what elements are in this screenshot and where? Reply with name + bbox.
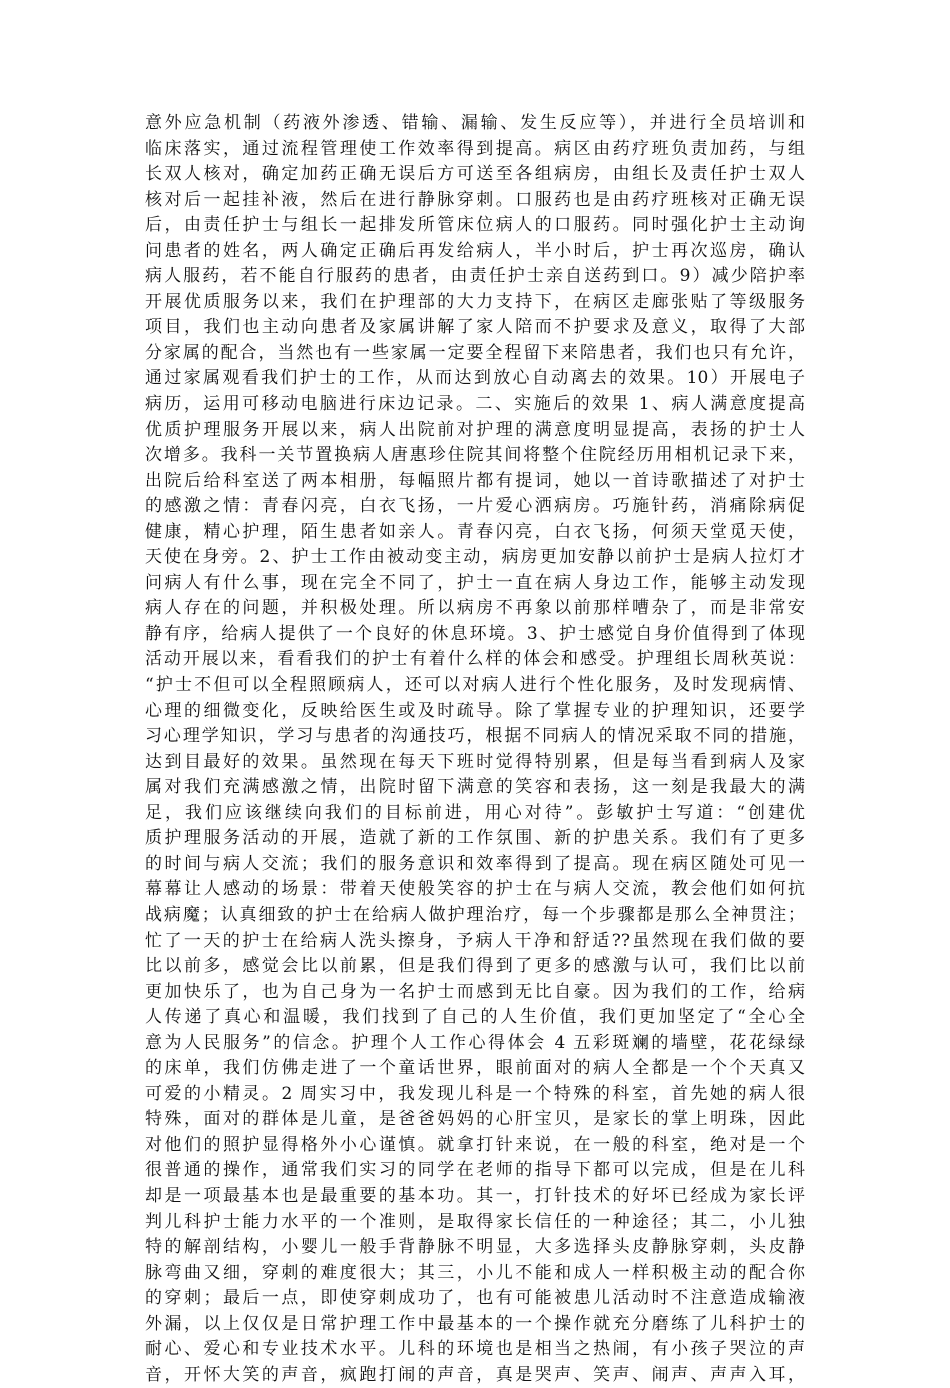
text-line: 更加快乐了，也为自己身为一名护士而感到无比自豪。因为我们的工作，给病 [145, 981, 805, 1002]
text-line: 优质护理服务开展以来，病人出院前对护理的满意度明显提高，表扬的护士人 [145, 419, 805, 440]
text-line: 次增多。我科一关节置换病人唐惠珍住院其间将整个住院经历用相机记录下来， [145, 445, 805, 466]
text-line: 特的解剖结构，小婴儿一般手背静脉不明显，大多选择头皮静脉穿刺，头皮静 [145, 1237, 805, 1258]
text-line: 临床落实，通过流程管理使工作效率得到提高。病区由药疗班负责加药，与组 [145, 138, 805, 159]
text-line: 天使在身旁。2、护士工作由被动变主动，病房更加安静以前护士是病人拉灯才 [145, 547, 805, 568]
text-line: 健康，精心护理，陌生患者如亲人。青春闪亮，白衣飞扬，何须天堂觅天使， [145, 521, 805, 542]
text-line: 出院后给科室送了两本相册，每幅照片都有提词，她以一首诗歌描述了对护士 [145, 470, 805, 491]
text-line: 问患者的姓名，两人确定正确后再发给病人，半小时后，护士再次巡房，确认 [145, 240, 805, 261]
text-line: “护士不但可以全程照顾病人，还可以对病人进行个性化服务，及时发现病情、 [145, 675, 805, 696]
text-line: 忙了一天的护士在给病人洗头擦身，予病人干净和舒适??虽然现在我们做的要 [145, 930, 805, 951]
text-line: 达到目最好的效果。虽然现在每天下班时觉得特别累，但是每当看到病人及家 [145, 751, 805, 772]
text-line: 脉弯曲又细，穿刺的难度很大；其三，小儿不能和成人一样积极主动的配合你 [145, 1262, 805, 1283]
text-line: 的床单，我们仿佛走进了一个童话世界，眼前面对的病人全都是一个个天真又 [145, 1058, 805, 1079]
text-line: 静有序，给病人提供了一个良好的休息环境。3、护士感觉自身价值得到了体现 [145, 623, 805, 644]
text-line: 音，开怀大笑的声音，疯跑打闹的声音，真是哭声、笑声、闹声、声声入耳， [145, 1364, 805, 1385]
text-line: 的穿刺；最后一点，即使穿刺成功了，也有可能被患儿活动时不注意造成输液 [145, 1288, 805, 1309]
text-line: 却是一项最基本也是最重要的基本功。其一，打针技术的好坏已经成为家长评 [145, 1185, 805, 1206]
text-line: 耐心、爱心和专业技术水平。儿科的环境也是相当之热闹，有小孩子哭泣的声 [145, 1339, 805, 1360]
text-line: 长双人核对，确定加药正确无误后方可送至各组病房，由组长及责任护士双人 [145, 164, 805, 185]
text-line: 判儿科护士能力水平的一个准则，是取得家长信任的一种途径；其二，小儿独 [145, 1211, 805, 1232]
text-line: 意外应急机制（药液外渗透、错输、漏输、发生反应等），并进行全员培训和 [145, 113, 805, 133]
text-line: 属对我们充满感激之情，出院时留下满意的笑容和表扬，这一刻是我最大的满 [145, 777, 805, 798]
text-line: 很普通的操作，通常我们实习的同学在老师的指导下都可以完成，但是在儿科 [145, 1160, 805, 1181]
text-line: 核对后一起挂补液，然后在进行静脉穿刺。口服药也是由药疗班核对正确无误 [145, 189, 805, 210]
text-line: 战病魔；认真细致的护士在给病人做护理治疗，每一个步骤都是那么全神贯注； [145, 904, 805, 925]
text-line: 活动开展以来，看看我们的护士有着什么样的体会和感受。护理组长周秋英说： [145, 649, 805, 670]
text-line: 足，我们应该继续向我们的目标前进，用心对待”。彭敏护士写道：“创建优 [145, 802, 805, 823]
text-line: 病人存在的问题，并积极处理。所以病房不再象以前那样嘈杂了，而是非常安 [145, 598, 805, 619]
text-line: 质护理服务活动的开展，造就了新的工作氛围、新的护患关系。我们有了更多 [145, 828, 805, 849]
text-line: 特殊，面对的群体是儿童，是爸爸妈妈的心肝宝贝，是家长的掌上明珠，因此 [145, 1109, 805, 1130]
text-line: 问病人有什么事，现在完全不同了，护士一直在病人身边工作，能够主动发现 [145, 572, 805, 593]
text-line: 意为人民服务”的信念。护理个人工作心得体会 4 五彩斑斓的墙壁，花花绿绿 [145, 1032, 805, 1053]
text-line: 后，由责任护士与组长一起排发所管床位病人的口服药。同时强化护士主动询 [145, 215, 805, 236]
text-line: 病历，运用可移动电脑进行床边记录。二、实施后的效果 1、病人满意度提高 [145, 394, 805, 415]
text-line: 分家属的配合，当然也有一些家属一定要全程留下来陪患者，我们也只有允许， [145, 342, 805, 363]
text-line: 的感激之情：青春闪亮，白衣飞扬，一片爱心洒病房。巧施针药，消痛除病促 [145, 496, 805, 517]
text-line: 的时间与病人交流；我们的服务意识和效率得到了提高。现在病区随处可见一 [145, 853, 805, 874]
text-line: 病人服药，若不能自行服药的患者，由责任护士亲自送药到口。9）减少陪护率 [145, 266, 805, 287]
text-line: 开展优质服务以来，我们在护理部的大力支持下，在病区走廊张贴了等级服务 [145, 291, 805, 312]
text-line: 对他们的照护显得格外小心谨慎。就拿打针来说，在一般的科室，绝对是一个 [145, 1134, 805, 1155]
text-line: 幕幕让人感动的场景：带着天使般笑容的护士在与病人交流，教会他们如何抗 [145, 879, 805, 900]
text-line: 外漏，以上仅仅是日常护理工作中最基本的一个操作就充分磨练了儿科护士的 [145, 1313, 805, 1334]
body-text [145, 111, 805, 1388]
text-line: 人传递了真心和温暖，我们找到了自己的人生价值，我们更加坚定了“全心全 [145, 1007, 805, 1028]
text-line: 通过家属观看我们护士的工作，从而达到放心自动离去的效果。10）开展电子 [145, 368, 805, 389]
text-line: 项目，我们也主动向患者及家属讲解了家人陪而不护要求及意义，取得了大部 [145, 317, 805, 338]
text-line: 习心理学知识，学习与患者的沟通技巧，根据不同病人的情况采取不同的措施， [145, 726, 805, 747]
text-line: 可爱的小精灵。2 周实习中，我发现儿科是一个特殊的科室，首先她的病人很 [145, 1083, 805, 1104]
text-line: 心理的细微变化，反映给医生或及时疏导。除了掌握专业的护理知识，还要学 [145, 700, 805, 721]
text-line: 比以前多，感觉会比以前累，但是我们得到了更多的感激与认可，我们比以前 [145, 956, 805, 977]
